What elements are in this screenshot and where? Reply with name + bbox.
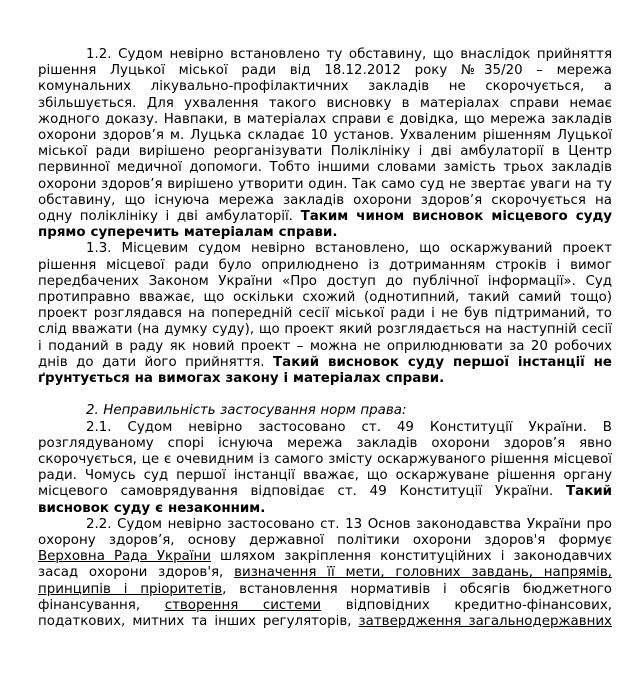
text-run-underline: затвердження загальнодержавних [358, 614, 612, 630]
para-1-3 [38, 241, 612, 387]
para-2-1 [38, 420, 612, 517]
text-run-normal: 2.1. Судом невірно застосовано ст. 49 Конституції України. В розглядуваному спорі існуюча мережа закладів охорони здоров’я явно скорочується, це є очевидним із самого змісту оскаржуваного рішення місцевої ради. Чомусь суд першої інстанції вважає, що оскаржуване рішення органу місцевого самоврядування відповідає ст. 49 Конституції України. [38, 419, 612, 500]
heading-section-2 [38, 403, 612, 419]
text-run-bold: Таким чином висновок місцевого суду прямо суперечить матеріалам справи. [38, 209, 613, 241]
document-page [38, 47, 612, 630]
para-1-2 [38, 47, 612, 241]
text-run-normal: 1.3. Місцевим судом невірно встановлено, що оскаржуваний проект рішення місцевої ради було оприлюднено із дотриманням строків і вимог передбачених Законом України «Про доступ до публічної інформації». Суд протиправно вважає, що оскільки схожий (однотипний, такий самий тощо) проект розглядався на попередній сесії міської ради і не був підтриманий, то слід вважати (на думку суду), що проект який розглядається на наступній сесії і поданий в раду як новий проект – можна не оприлюднювати за 20 робочих днів до дати його прийняття. [38, 241, 612, 370]
text-run-normal: , встановлення нормативів і обсягів бюджетного фінансування, [38, 581, 612, 613]
text-run-underline: визначення її мети, головних завдань, напрямів, принципів і пріоритетів [38, 565, 612, 597]
text-run-underline: Верховна Рада України [38, 549, 211, 565]
text-run-normal: 2.2. Судом невірно застосовано ст. 13 Основ законодавства України про охорону здоров’я, основу державної політики охорони здоров'я формує [38, 516, 612, 549]
text-run-underline: створення системи [164, 597, 322, 613]
text-run-bold: Такий висновок суду першої інстанції не ґрунтується на вимогах закону і матеріалах справи. [38, 354, 613, 387]
text-run-normal: відповідних кредитно-фінансових, податкових, митних та інших регуляторів, [38, 597, 612, 630]
para-2-2 [38, 517, 612, 630]
text-run-normal: 1.2. Судом невірно встановлено ту обставину, що внаслідок прийняття рішення Луцької міської ради від 18.12.2012 року №35/20 – мережа комунальних лікувально-профілактичних закладів не скорочується, а збільшується. Для ухвалення такого висновку в матеріалах справи немає жодного доказу. Навпаки, в матеріалах справи є довідка, що мережа закладів охорони здоров’я м. Луцька складає 10 установ. Ухваленим рішенням Луцької міської ради вирішено реорганізувати Поліклініку і дві амбулаторії в Центр первинної медичної допомоги. Тобто іншими словами замість трьох закладів охорони здоров’я вирішено утворити один. Так само суд не звертає уваги на ту обставину, що існуюча мережа закладів охорони здоров’я скорочується на одну поліклініку і дві амбулаторії. [38, 47, 612, 225]
text-run-normal: шляхом закріплення конституційних і законодавчих засад охорони здоров'я, [38, 549, 612, 581]
text-run-bold: Такий висновок суду є незаконним. [38, 484, 612, 516]
text-run-italic: 2. Неправильність застосування норм права: [86, 403, 407, 419]
